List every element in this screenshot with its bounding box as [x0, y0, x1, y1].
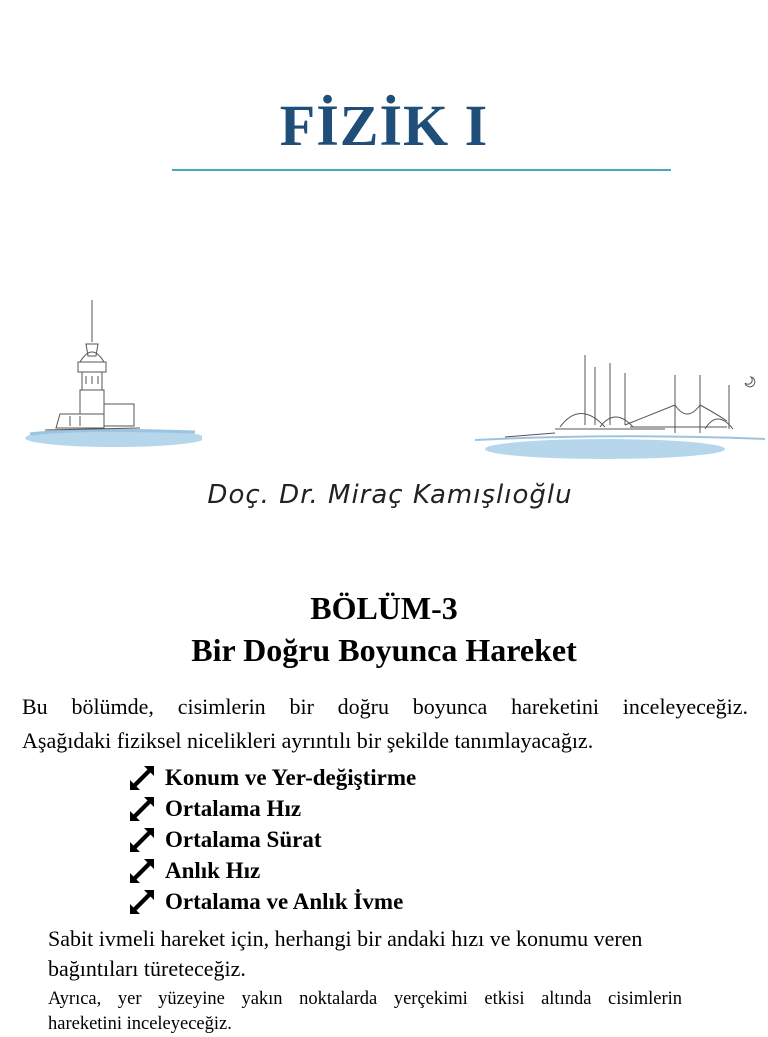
- diagonal-double-arrow-icon: [128, 795, 156, 823]
- intro-line: Aşağıdaki fiziksel nicelikleri ayrıntılı bir şekilde tanımlayacağız.: [22, 728, 594, 753]
- chapter-title: Bir Doğru Boyunca Hareket: [191, 632, 577, 668]
- page-title: FİZİK I: [279, 93, 489, 158]
- title-divider: [172, 169, 671, 171]
- topic-list: [128, 762, 416, 917]
- topic-label: Ortalama Sürat: [165, 826, 322, 852]
- constant-acceleration-paragraph: Sabit ivmeli hareket için, herhangi bir andaki hızı ve konumu veren bağıntıları türeteceğiz.: [48, 926, 643, 981]
- diagonal-double-arrow-icon: [128, 857, 156, 885]
- intro-paragraph: [22, 690, 748, 758]
- diagonal-double-arrow-icon: [128, 888, 156, 916]
- diagonal-double-arrow-icon: [128, 764, 156, 792]
- topic-label: Ortalama Hız: [165, 795, 302, 821]
- list-item: [128, 762, 416, 793]
- list-item: [128, 824, 416, 855]
- gravity-paragraph-line: hareketini inceleyeceğiz.: [48, 1014, 232, 1034]
- chapter-number: BÖLÜM-3: [310, 590, 458, 626]
- list-item: [128, 855, 416, 886]
- istanbul-skyline-sketch: [465, 345, 768, 465]
- diagonal-double-arrow-icon: [128, 826, 156, 854]
- topic-label: Konum ve Yer-değiştirme: [165, 764, 417, 790]
- maiden-tower-sketch: [20, 292, 202, 454]
- list-item: [128, 793, 416, 824]
- list-item: [128, 886, 416, 917]
- gravity-paragraph-line: Ayrıca, yer yüzeyine yakın noktalarda yerçekimi etkisi altında cisimlerin: [48, 989, 682, 1009]
- topic-label: Anlık Hız: [165, 857, 261, 883]
- topic-label: Ortalama ve Anlık İvme: [165, 888, 404, 914]
- author-name: Doç. Dr. Miraç Kamışlıoğlu: [207, 480, 573, 510]
- intro-line: Bu bölümde, cisimlerin bir doğru boyunca hareketini inceleyeceğiz.: [22, 694, 748, 719]
